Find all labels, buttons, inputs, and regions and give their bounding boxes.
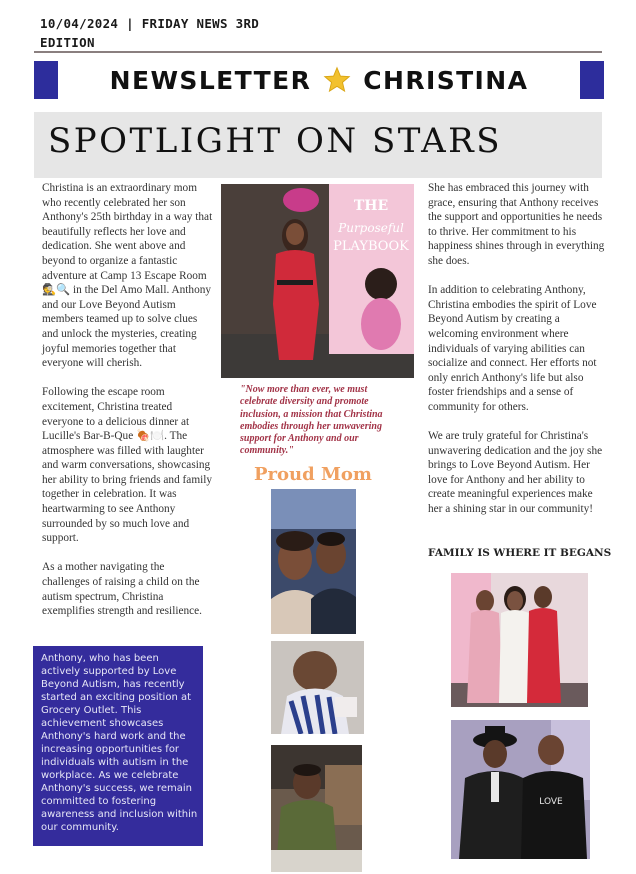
- anthony-callout-text: Anthony, who has been actively supported by Love Beyond Autism, has recently started an exciting position at Grocery Outlet. This achievement showcases Anthony's hard work and the increasing opportunities for individuals with autism in the workplace. As we celebrate Anthony's success, we remain committed to fostering awareness and inclusion within our community.: [41, 653, 198, 833]
- family-group-photo: [451, 573, 588, 707]
- svg-text:Purposeful: Purposeful: [338, 221, 404, 235]
- seated-woman-photo: [271, 745, 362, 872]
- two-men-photo: [451, 720, 590, 859]
- newsletter-label: NEWSLETTER: [109, 65, 312, 95]
- article-paragraph: We are truly grateful for Christina's unwavering dedication and the joy she brings to Love Beyond Autism. Her love for Anthony and her ability to create meaningful experiences make her a shining star in our community!: [428, 430, 603, 516]
- baby-photo: [271, 641, 364, 734]
- right-column-text: [428, 181, 606, 531]
- svg-text:PLAYBOOK: PLAYBOOK: [333, 239, 409, 254]
- article-paragraph: Christina is an extraordinary mom who recently celebrated her son Anthony's 25th birthday in a way that beautifully reflects her love and dedication. She went above and beyond to organize a fantastic adventure at Camp 13 Escape Room 🕵️🔍 in the Del Amo Mall. Anthony and our Love Beyond Autism members teamed up to solve clues and unlock the mysteries, creating joyful memories together that everyone will cherish.: [42, 182, 213, 370]
- family-heading: FAMILY IS WHERE IT BEGANS: [428, 547, 612, 559]
- christina-main-photo: [221, 184, 414, 378]
- newsletter-title: [58, 60, 580, 100]
- svg-text:THE: THE: [353, 198, 389, 214]
- header-divider: [34, 51, 602, 53]
- newsletter-name: CHRISTINA: [363, 65, 529, 95]
- selfie-photo: [271, 489, 356, 634]
- article-paragraph: In addition to celebrating Anthony, Christina embodies the spirit of Love Beyond Autism by creating a welcoming environment where individuals of varying abilities can socialize and connect. Her efforts not only enrich Anthony's life but also foster friendships and a sense of community for others.: [428, 284, 597, 413]
- right-accent-block: [580, 61, 604, 99]
- dateline: 10/04/2024 | FRIDAY NEWS 3RD EDITION: [40, 16, 260, 50]
- page-title: SPOTLIGHT ON STARS: [48, 121, 503, 161]
- star-icon: [323, 66, 351, 94]
- article-paragraph: Following the escape room excitement, Christina treated everyone to a delicious dinner at Lucille's Bar-B-Que 🍖🍽️. The atmosphere was filled with laughter and warm conversations, showcasing her ability to bring friends and family together in celebration. It was heartwarming to see Anthony surrounded by so much love and support.: [42, 386, 213, 545]
- shirt-text: LOVE: [539, 797, 563, 807]
- pull-quote: "Now more than ever, we must celebrate diversity and promote inclusion, a mission that Christina embodies through her unwavering support for Anthony and our community.": [240, 384, 383, 457]
- article-paragraph: She has embraced this journey with grace, ensuring that Anthony receives the support and opportunities he needs to thrive. Her commitment to his happiness shines through in everything she does.: [428, 182, 605, 267]
- proud-mom-heading: Proud Mom: [254, 464, 372, 485]
- left-accent-block: [34, 61, 58, 99]
- article-paragraph: As a mother navigating the challenges of raising a child on the autism spectrum, Christina exemplifies strength and resilience.: [42, 561, 202, 618]
- left-column-text: [42, 181, 214, 633]
